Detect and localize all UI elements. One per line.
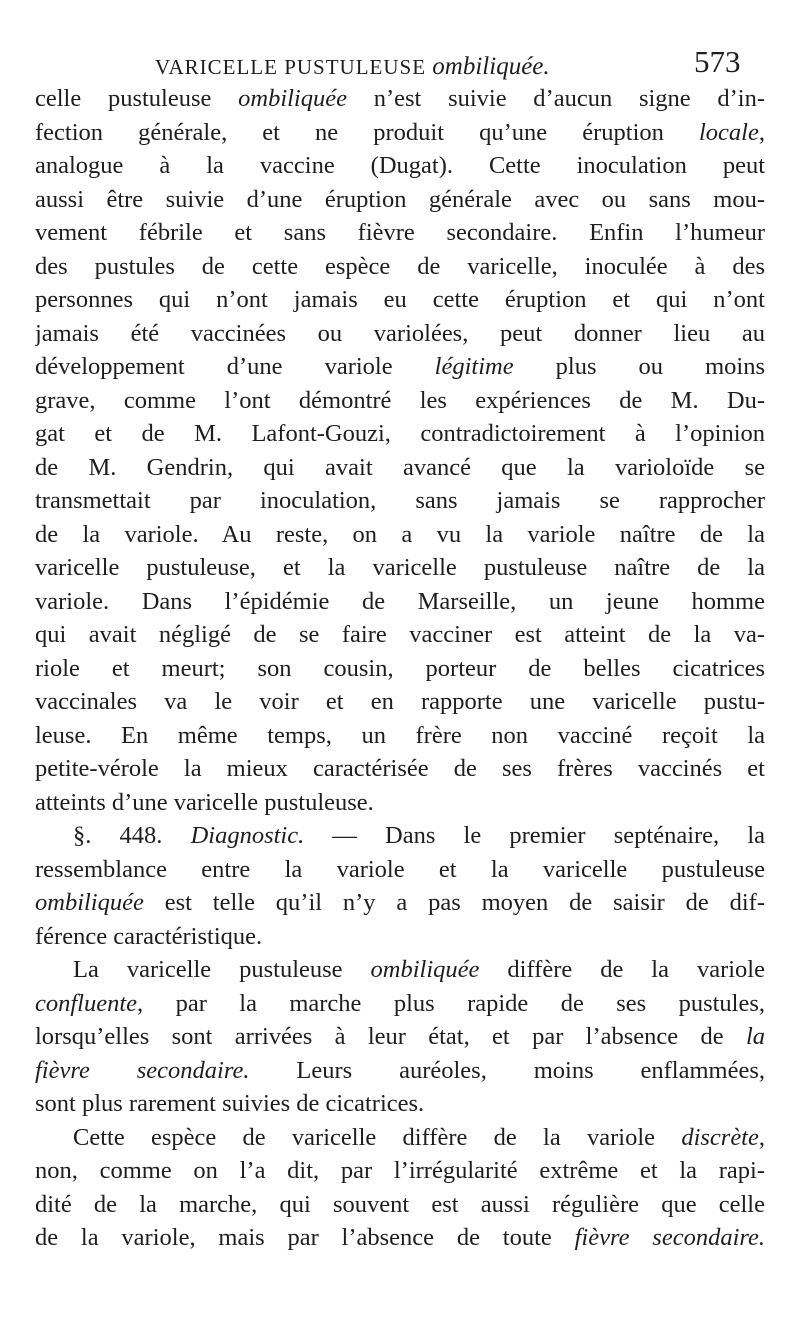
text-run: leuse. En même temps, un frère non vacciné reçoit la: [35, 721, 765, 749]
paragraph-start-line: [35, 953, 765, 987]
text-line: [35, 752, 765, 786]
italic-run: la: [745, 1023, 765, 1050]
text-line: [35, 786, 765, 820]
text-run: de la variole. Au reste, on a vu la variole naître de la: [35, 520, 765, 548]
text-run: est telle qu’il n’y a pas moyen de saisir de dif-: [143, 889, 765, 916]
text-run: grave, comme l’ont démontré les expériences de M. Du-: [35, 386, 765, 414]
text-line: [35, 149, 765, 183]
text-line: [35, 216, 765, 250]
section-heading-line: [35, 819, 765, 853]
text-line: [35, 484, 765, 518]
italic-run: ombiliquée: [35, 889, 144, 916]
text-line: [35, 350, 765, 384]
text-run: des pustules de cette espèce de varicelle, inoculée à des: [35, 252, 765, 280]
text-run: qui avait négligé de se faire vacciner est atteint de la va-: [35, 621, 765, 648]
italic-run: légitime: [434, 353, 514, 380]
text-run: aussi être suivie d’une éruption générale avec ou sans mou-: [35, 185, 765, 213]
text-run: vement fébrile et sans fièvre secondaire. Enfin l’humeur: [35, 219, 765, 246]
text-run: de M. Gendrin, qui avait avancé que la varioloïde se: [35, 453, 765, 481]
text-line: [35, 518, 765, 552]
page-number: 573: [694, 44, 741, 79]
text-run: varicelle pustuleuse, et la varicelle pustuleuse naître de la: [35, 554, 765, 581]
italic-run: ombiliquée: [238, 85, 347, 112]
text-line: [35, 183, 765, 217]
italic-run: ombiliquée: [370, 956, 480, 983]
italic-run: confluente: [35, 989, 138, 1017]
text-run: ,: [758, 118, 765, 146]
text-line: [35, 250, 765, 284]
text-run: sont plus rarement suivies de cicatrices.: [35, 1090, 425, 1117]
text-line: [35, 719, 765, 753]
text-line: [35, 384, 765, 418]
text-line: [35, 652, 765, 686]
running-title-italic: ombiliquée.: [432, 53, 550, 80]
text-run: de la variole, mais par l’absence de toute: [35, 1224, 575, 1251]
text-line: [35, 585, 765, 619]
italic-run: fièvre secondaire.: [574, 1224, 765, 1251]
text-run: férence caractéristique.: [35, 922, 263, 950]
text-line: [35, 1020, 765, 1054]
text-run: atteints d’une varicelle pustuleuse.: [35, 788, 374, 816]
text-run: Cette espèce de varicelle diffère de la variole: [73, 1123, 682, 1151]
text-line: [35, 920, 765, 954]
text-run: riole et meurt; son cousin, porteur de belles cicatrices: [35, 654, 765, 682]
text-run: ,: [758, 1123, 765, 1151]
body-text: [35, 82, 765, 1255]
text-line: [35, 451, 765, 485]
text-run: lorsqu’elles sont arrivées à leur état, et par l’absence de: [35, 1023, 746, 1050]
text-run: , par la marche plus rapide de ses pustules,: [137, 989, 765, 1017]
text-line: [35, 685, 765, 719]
text-run: diffère de la variole: [479, 956, 765, 983]
text-run: gat et de M. Lafont-Gouzi, contradictoirement à l’opinion: [35, 420, 765, 447]
text-line: [35, 317, 765, 351]
text-line: [35, 551, 765, 585]
text-line: [35, 987, 765, 1021]
italic-run: locale: [699, 118, 759, 146]
text-run: jamais été vaccinées ou variolées, peut donner lieu au: [35, 319, 765, 347]
text-run: — Dans le premier septénaire, la: [304, 822, 765, 849]
text-run: n’est suivie d’aucun signe d’in-: [347, 85, 765, 112]
text-line: [35, 283, 765, 317]
text-run: vaccinales va le voir et en rapporte une varicelle pustu-: [35, 688, 765, 715]
running-head: [0, 44, 800, 84]
text-line: [35, 1054, 765, 1088]
text-run: ressemblance entre la variole et la varicelle pustuleuse: [35, 855, 765, 883]
text-run: La varicelle pustuleuse: [73, 956, 371, 983]
text-run: développement d’une variole: [35, 353, 435, 380]
text-line: [35, 1221, 765, 1255]
text-run: §. 448.: [73, 822, 191, 849]
text-run: celle pustuleuse: [35, 85, 239, 112]
italic-run: fièvre secondaire.: [35, 1056, 250, 1084]
text-run: analogue à la vaccine (Dugat). Cette inoculation peut: [35, 152, 765, 179]
text-line: [35, 82, 765, 116]
text-run: transmettait par inoculation, sans jamais se rapprocher: [35, 487, 765, 514]
text-line: [35, 116, 765, 150]
text-run: personnes qui n’ont jamais eu cette éruption et qui n’ont: [35, 286, 765, 313]
text-line: [35, 618, 765, 652]
text-line: [35, 886, 765, 920]
text-line: [35, 1188, 765, 1222]
paragraph-start-line: [35, 1121, 765, 1155]
italic-run: discrète: [681, 1123, 759, 1151]
italic-run: Diagnostic.: [190, 822, 305, 849]
text-run: petite-vérole la mieux caractérisée de ses frères vaccinés et: [35, 755, 765, 782]
running-title-caps: VARICELLE PUSTULEUSE: [155, 55, 427, 79]
text-line: [35, 1154, 765, 1188]
running-title: [155, 54, 550, 79]
text-line: [35, 1087, 765, 1121]
text-run: dité de la marche, qui souvent est aussi régulière que celle: [35, 1190, 765, 1218]
text-run: non, comme on l’a dit, par l’irrégularité extrême et la rapi-: [35, 1157, 765, 1184]
text-run: Leurs auréoles, moins enflammées,: [249, 1056, 765, 1084]
text-run: plus ou moins: [513, 353, 765, 380]
text-run: variole. Dans l’épidémie de Marseille, un jeune homme: [35, 587, 765, 615]
text-line: [35, 417, 765, 451]
text-run: fection générale, et ne produit qu’une éruption: [35, 118, 699, 146]
text-line: [35, 853, 765, 887]
